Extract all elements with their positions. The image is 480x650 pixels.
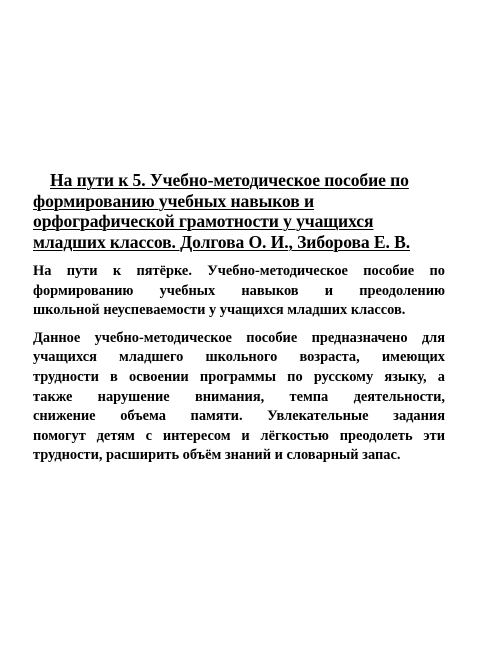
title-line: формированию учебных навыков и (33, 190, 315, 211)
title-line: младших классов. Долгова О. И., Зиборова Е. В. (33, 231, 411, 252)
paragraph-line: формированию учебных навыков и преодолению (33, 282, 445, 299)
paragraph-line: учащихся младшего школьного возраста, имеющих (33, 349, 445, 366)
title-line: орфографической грамотности у учащихся (33, 211, 374, 231)
document-title (33, 170, 445, 252)
paragraph-line: школьной неуспеваемости у учащихся младших классов. (33, 302, 406, 319)
summary-paragraph (33, 262, 445, 321)
description-paragraph (33, 329, 445, 466)
paragraph-line: Данное учебно-методическое пособие предназначено для (33, 329, 445, 346)
paragraph-line: снижение объема памяти. Увлекательные задания (33, 408, 445, 425)
paragraph-line: трудности в освоении программы по русскому языку, а (33, 368, 445, 385)
paragraph-line: помогут детям с интересом и лёгкостью преодолеть эти (33, 427, 445, 444)
paragraph-line: также нарушение внимания, темпа деятельности, (33, 388, 445, 405)
paragraph-line: трудности, расширить объём знаний и словарный запас. (33, 447, 401, 464)
title-line: На пути к 5. Учебно-методическое пособие по (50, 170, 409, 190)
document-page (33, 170, 445, 466)
paragraph-line: На пути к пятёрке. Учебно-методическое пособие по (33, 263, 445, 279)
